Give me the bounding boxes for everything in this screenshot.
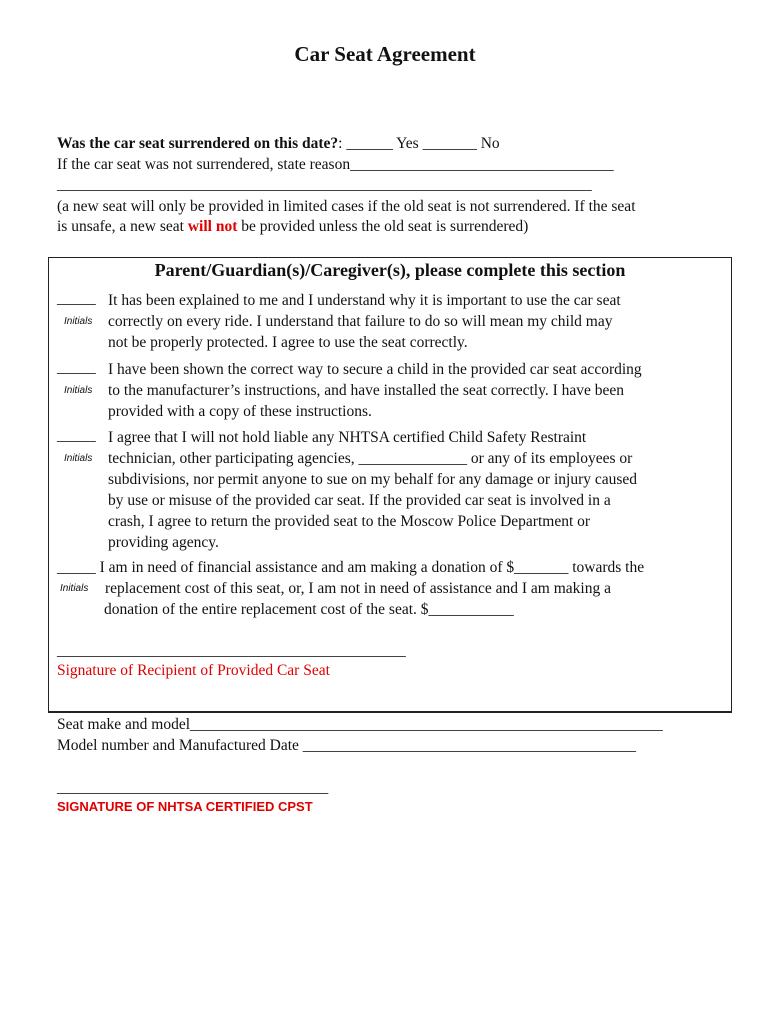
item-2-line-2: to the manufacturer’s instructions, and have installed the seat correctly. I have been [108, 382, 625, 399]
recipient-signature-label: Signature of Recipient of Provided Car Seat [57, 662, 330, 679]
notice-line-1: (a new seat will only be provided in limited cases if the old seat is not surrendered. If the seat [57, 198, 636, 215]
item-2-line-1: I have been shown the correct way to secure a child in the provided car seat according [108, 361, 642, 378]
initials-blank-1[interactable]: _____ [57, 290, 96, 307]
agreement-item-2 [108, 359, 642, 422]
item-4-line-3[interactable]: donation of the entire replacement cost of the seat. $___________ [104, 601, 514, 618]
item-3-line-2: technician, other participating agencies, ______________ or any of its employees or [108, 450, 633, 467]
notice-before: is unsafe, a new seat [57, 218, 188, 235]
item-3-line-1: I agree that I will not hold liable any NHTSA certified Child Safety Restraint [108, 429, 587, 446]
item-3-line-5: crash, I agree to return the provided seat to the Moscow Police Department or [108, 513, 591, 530]
item-1-line-2: correctly on every ride. I understand that failure to do so will mean my child may [108, 313, 613, 330]
notice-line-2 [57, 218, 528, 236]
cpst-signature-line[interactable]: ___________________________________ [57, 779, 329, 796]
agreement-item-4 [57, 557, 644, 620]
initials-label-3: Initials [64, 453, 93, 464]
section-bottom-rule [48, 712, 732, 713]
item-4-line-1[interactable]: _____ I am in need of financial assistance and am making a donation of $_______ towards the [57, 559, 645, 576]
agreement-item-1 [108, 290, 621, 353]
notice-emphasis: will not [187, 218, 238, 235]
cpst-signature-label: SIGNATURE OF NHTSA CERTIFIED CPST [57, 799, 313, 814]
initials-blank-3[interactable]: _____ [57, 427, 96, 444]
initials-label-2: Initials [64, 385, 93, 396]
recipient-signature-line[interactable]: _____________________________________________ [57, 642, 406, 659]
surrender-answers: : ______ Yes _______ No [338, 135, 500, 152]
notice-after: be provided unless the old seat is surrendered) [237, 218, 529, 235]
section-heading: Parent/Guardian(s)/Caregiver(s), please complete this section [154, 260, 626, 280]
item-1-line-3: not be properly protected. I agree to use the seat correctly. [108, 334, 468, 351]
item-1-line-1: It has been explained to me and I understand why it is important to use the car seat [108, 292, 621, 309]
reason-prompt: If the car seat was not surrendered, state reason__________________________________ [57, 156, 614, 173]
initials-label-1: Initials [64, 316, 93, 327]
item-2-line-3: provided with a copy of these instructions. [108, 403, 372, 420]
reason-line: _____________________________________________________________________ [57, 176, 592, 193]
agreement-item-3 [108, 427, 637, 553]
surrender-question: Was the car seat surrendered on this date? [57, 135, 339, 152]
initials-blank-2[interactable]: _____ [57, 359, 96, 376]
seat-make-model-field[interactable]: Seat make and model_____________________________________________________________ [57, 716, 663, 733]
item-4-line-2: replacement cost of this seat, or, I am not in need of assistance and I am making a [105, 580, 611, 597]
model-number-date-field[interactable]: Model number and Manufactured Date ___________________________________________ [57, 737, 637, 754]
surrender-question-line [57, 135, 500, 153]
initials-label-4: Initials [60, 583, 89, 594]
item-3-line-6: providing agency. [108, 534, 219, 551]
page-title: Car Seat Agreement [294, 42, 476, 66]
item-3-line-4: by use or misuse of the provided car seat. If the provided car seat is involved in a [108, 492, 611, 509]
item-3-line-3: subdivisions, nor permit anyone to sue on my behalf for any damage or injury caused [108, 471, 638, 488]
